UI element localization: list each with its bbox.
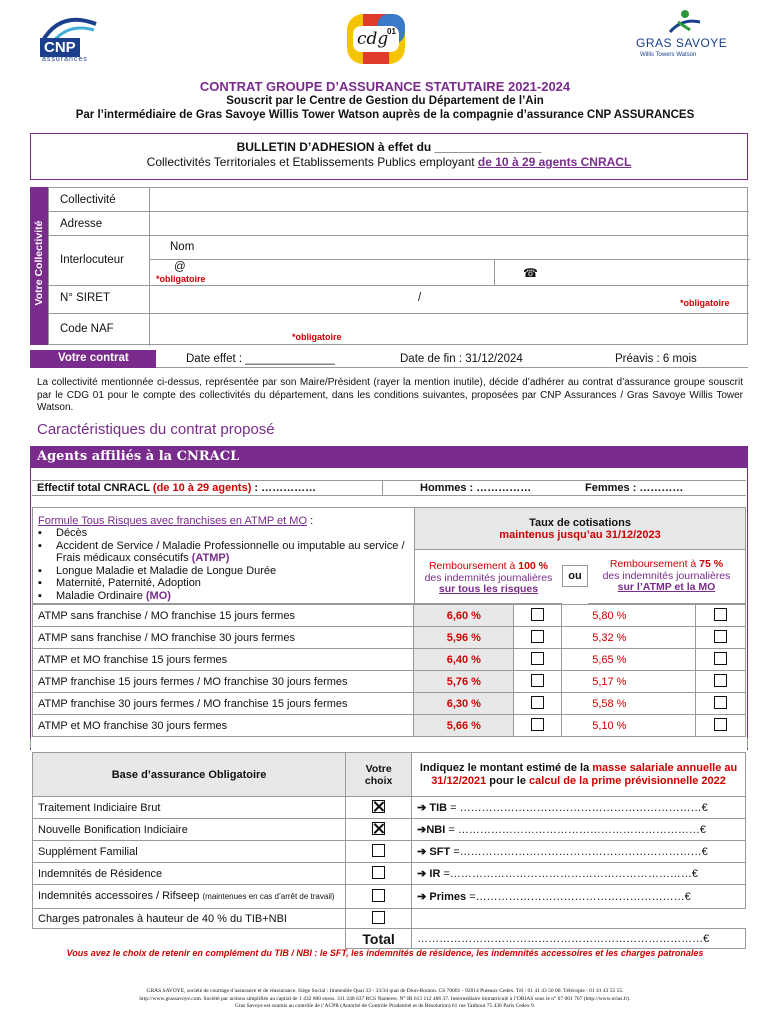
base-choice-cell xyxy=(346,909,412,929)
rate-75-checkbox[interactable] xyxy=(714,652,727,665)
taux-subtitle: maintenus jusqu’au 31/12/2023 xyxy=(499,529,661,541)
effectif-label xyxy=(37,482,316,494)
taux-75-line3: sur l’ATMP et la MO xyxy=(617,581,716,593)
arrow-icon: ➔ xyxy=(417,824,427,836)
base-field-name: TIB xyxy=(429,802,448,814)
siret-row xyxy=(49,286,749,314)
rate-100-checkbox[interactable] xyxy=(531,696,544,709)
base-label-note: (maintenues en cas d’arrêt de travail) xyxy=(202,892,335,901)
rate-75-checkbox-cell xyxy=(696,715,746,737)
rate-75: 5,80 % xyxy=(562,605,696,627)
base-label: Charges patronales à hauteur de 40 % du TIB+NBI xyxy=(33,909,346,929)
siret-input[interactable] xyxy=(149,286,749,314)
base-choice-checkbox[interactable] xyxy=(372,822,385,835)
total-row xyxy=(33,929,746,949)
rate-100-checkbox-cell xyxy=(514,649,562,671)
contrat-row xyxy=(30,350,748,368)
base-label: Supplément Familial xyxy=(33,841,346,863)
base-row xyxy=(33,819,746,841)
bulletin-subtitle xyxy=(31,155,747,169)
base-row xyxy=(33,841,746,863)
base-label: Nouvelle Bonification Indiciaire xyxy=(33,819,346,841)
cnp-logo-text: CNP xyxy=(40,38,80,57)
total-empty-cell xyxy=(33,929,346,949)
base-label: Traitement Indiciaire Brut xyxy=(33,797,346,819)
mo-tag: (MO) xyxy=(145,589,171,602)
gras-savoye-figure-icon xyxy=(630,8,740,36)
contrat-label: Votre contrat xyxy=(30,350,156,368)
rate-75-checkbox-cell xyxy=(696,693,746,715)
formule-item-text: Décès xyxy=(56,527,88,539)
rate-row xyxy=(33,605,746,627)
rate-100: 5,66 % xyxy=(414,715,514,737)
base-choice-checkbox[interactable] xyxy=(372,800,385,813)
email-at-label: @ xyxy=(174,261,186,273)
bulletin-box xyxy=(30,133,748,180)
footnote: Vous avez le choix de retenir en complément du TIB / NBI : le SFT, les indemnités de résidence, les indemnités accessoires et les charges patronales xyxy=(66,948,704,958)
cdg-logo-num: 01 xyxy=(387,27,396,36)
rate-100-checkbox-cell xyxy=(514,693,562,715)
gras-savoye-logo xyxy=(630,8,740,64)
collectivite-row xyxy=(49,188,749,212)
base-row xyxy=(33,863,746,885)
base-choice-checkbox[interactable] xyxy=(372,889,385,902)
formule-item-text: Maladie Ordinaire xyxy=(56,589,143,602)
formule-item: ▪ Longue Maladie et Maladie de Longue Durée xyxy=(38,564,277,577)
femmes-field[interactable]: Femmes : ………… xyxy=(585,482,684,494)
montant-header xyxy=(412,753,746,797)
rate-100-checkbox-cell xyxy=(514,605,562,627)
rate-75-checkbox[interactable] xyxy=(714,718,727,731)
rate-100: 6,30 % xyxy=(414,693,514,715)
rates-table xyxy=(32,604,746,737)
taux-100-line1 xyxy=(415,561,562,573)
adresse-input[interactable] xyxy=(149,212,749,236)
interlocuteur-fields xyxy=(149,236,749,286)
gras-savoye-name: GRAS SAVOYE xyxy=(636,36,728,50)
rate-100-checkbox-cell xyxy=(514,671,562,693)
montant-masse: masse salariale annuelle au 31/12/2021 xyxy=(431,762,738,787)
bulletin-subtitle-text: Collectivités Territoriales et Etablissements Publics employant xyxy=(146,155,478,169)
footer xyxy=(80,988,690,1011)
siret-obligatoire: *obligatoire xyxy=(680,298,730,308)
rate-75: 5,58 % xyxy=(562,693,696,715)
taux-100-prefix: Remboursement à xyxy=(428,560,519,572)
base-amount-field[interactable] xyxy=(412,863,746,885)
siret-label: N° SIRET xyxy=(60,292,110,304)
rate-75-checkbox[interactable] xyxy=(714,696,727,709)
rate-100: 6,60 % xyxy=(414,605,514,627)
base-field-name: SFT xyxy=(429,846,451,858)
base-choice-cell xyxy=(346,841,412,863)
rate-100: 5,96 % xyxy=(414,627,514,649)
base-choice-checkbox[interactable] xyxy=(372,911,385,924)
formule-item: ▪ Accident de Service / Maladie Professionnelle ou imputable au service / Frais médicaux consécutifs (ATMP) xyxy=(38,540,414,565)
arrow-icon: ➔ xyxy=(417,802,430,814)
rate-100-checkbox[interactable] xyxy=(531,630,544,643)
rate-100-checkbox[interactable] xyxy=(531,608,544,621)
footer-line: GRAS SAVOYE, société de courtage d’assurance et de réassurance. Siège Social : Immeuble Quai 33 - 33/34 quai de Dion-Bouton. CS 70001 - 92814 Puteaux Cedex. Tél : 01 41 43 50 00. Télécopie : 01 41 43 55 55. xyxy=(146,988,624,994)
rate-row xyxy=(33,671,746,693)
base-field-dots: =…………………………………………………………€ xyxy=(450,846,708,858)
phone-field[interactable] xyxy=(495,260,750,286)
ou-badge: ou xyxy=(562,565,588,587)
base-choice-cell xyxy=(346,885,412,909)
taux-100-header xyxy=(414,550,562,604)
rate-100-checkbox[interactable] xyxy=(531,718,544,731)
base-table xyxy=(32,752,746,949)
base-choice-checkbox[interactable] xyxy=(372,866,385,879)
cdg-logo xyxy=(343,12,409,66)
agents-bar: Agents affiliés à la CNRACL xyxy=(30,446,748,468)
naf-label: Code NAF xyxy=(60,323,114,335)
base-field-name: NBI xyxy=(426,824,446,836)
hommes-field[interactable]: Hommes : …………… xyxy=(420,482,532,494)
cnp-logo xyxy=(38,14,98,66)
collectivite-label: Collectivité xyxy=(60,194,116,206)
rate-100: 5,76 % xyxy=(414,671,514,693)
taux-title: Taux de cotisations xyxy=(529,517,631,529)
rate-row xyxy=(33,627,746,649)
cnp-logo-sub: assurances xyxy=(42,56,88,63)
base-amount-field[interactable] xyxy=(412,885,746,909)
footer-line: http://www.grassavoye.com. Société par actions simplifiée au capital de 1 432 600 euros. 311 248 637 RCS Nanterre. N° IR 613 112 486 37. Intermédiaire immatriculé à l’ORIAS sous le n° 07 001 707 (http://www.orias.fr). xyxy=(139,995,631,1002)
divider xyxy=(382,480,383,496)
taux-75-prefix: Remboursement à xyxy=(609,558,700,570)
taux-75-header xyxy=(588,550,746,604)
formule-item-text: Maternité, Paternité, Adoption xyxy=(56,577,201,589)
header-line-1: Souscrit par le Centre de Gestion du Département de l’Ain xyxy=(226,95,544,107)
formule-item-text xyxy=(56,540,414,565)
formule-item: ▪ Maladie Ordinaire (MO) xyxy=(38,589,171,602)
naf-row xyxy=(49,314,749,346)
taux-75-pct: 75 % xyxy=(699,558,724,570)
base-row xyxy=(33,797,746,819)
formule-list xyxy=(38,527,414,602)
base-label: Indemnités de Résidence xyxy=(33,863,346,885)
effectif-prefix: Effectif total CNRACL xyxy=(37,482,153,494)
rate-label: ATMP franchise 30 jours fermes / MO franchise 15 jours fermes xyxy=(33,693,414,715)
taux-75-line2: des indemnités journalières xyxy=(602,569,731,582)
montant-prime: calcul de la prime prévisionnelle 2022 xyxy=(529,774,726,787)
rate-label: ATMP et MO franchise 15 jours fermes xyxy=(33,649,414,671)
base-empty-cell xyxy=(412,909,746,929)
taux-header xyxy=(414,507,746,550)
bulletin-agent-range: de 10 à 29 agents CNRACL xyxy=(477,155,632,169)
rate-row xyxy=(33,693,746,715)
arrow-icon: ➔ xyxy=(417,868,430,880)
arrow-icon: ➔ xyxy=(417,891,430,903)
adresse-row xyxy=(49,212,749,236)
rate-100-checkbox-cell xyxy=(514,715,562,737)
intro-paragraph: La collectivité mentionnée ci-dessus, représentée par son Maire/Président (rayer la mention inutile), décide d’adhérer au contrat d’assurance groupe souscrit par le CDG 01 pour le compte des collectivités du département, dans les conditions suivantes, proposées par CNP Assurances / Gras Savoye Willis Tower Watson. xyxy=(37,377,743,413)
rate-label: ATMP sans franchise / MO franchise 15 jours fermes xyxy=(33,605,414,627)
base-choice-cell xyxy=(346,863,412,885)
rate-75-checkbox-cell xyxy=(696,671,746,693)
nom-label: Nom xyxy=(170,241,195,253)
base-header-row xyxy=(33,753,746,797)
base-title: Base d’assurance Obligatoire xyxy=(33,753,346,797)
rate-75-checkbox-cell xyxy=(696,605,746,627)
taux-100-pct: 100 % xyxy=(518,560,549,572)
date-effet: Date effet : ______________ xyxy=(186,353,335,365)
base-field-dots: =…………………………………………………€ xyxy=(466,891,691,903)
nom-input[interactable] xyxy=(150,236,750,260)
rate-100-checkbox-cell xyxy=(514,627,562,649)
base-label: Indemnités accessoires / Rifseep xyxy=(38,890,200,902)
montant-mid: pour le xyxy=(486,774,530,787)
rate-row xyxy=(33,715,746,737)
preavis: Préavis : 6 mois xyxy=(615,353,697,365)
taux-100-line2: des indemnités journalières xyxy=(424,571,553,584)
base-amount-field[interactable] xyxy=(412,819,746,841)
email-field[interactable] xyxy=(150,260,495,286)
effectif-row xyxy=(32,480,746,496)
base-row xyxy=(33,885,746,909)
formule-block xyxy=(32,507,414,604)
phone-icon: ☎ xyxy=(523,266,538,280)
formule-item-atmp-text: Accident de Service / Maladie Professionnelle ou imputable au service / Frais médicaux consécutifs xyxy=(56,539,405,564)
section-title: Caractéristiques du contrat proposé xyxy=(37,421,275,438)
rate-75-checkbox-cell xyxy=(696,627,746,649)
formule-item-text: Longue Maladie et Maladie de Longue Durée xyxy=(56,564,277,577)
collectivite-side-bar xyxy=(30,187,48,345)
email-obligatoire: *obligatoire xyxy=(156,274,206,284)
taux-100-line3: sur tous les risques xyxy=(438,583,539,595)
base-row xyxy=(33,909,746,929)
rate-label: ATMP franchise 15 jours fermes / MO franchise 30 jours fermes xyxy=(33,671,414,693)
base-choice-cell xyxy=(346,819,412,841)
formule-title-line xyxy=(38,515,313,527)
rate-75: 5,32 % xyxy=(562,627,696,649)
collectivite-side-label: Votre Collectivité xyxy=(33,220,45,306)
base-field-dots: =…………………………………………………………€ xyxy=(440,868,698,880)
montant-prefix: Indiquez le montant estimé de la xyxy=(419,762,593,774)
collectivite-form xyxy=(48,187,748,345)
atmp-tag: (ATMP) xyxy=(191,552,230,564)
collectivite-input[interactable] xyxy=(149,188,749,212)
rate-75: 5,65 % xyxy=(562,649,696,671)
naf-obligatoire: *obligatoire xyxy=(292,332,342,342)
rate-75-checkbox-cell xyxy=(696,649,746,671)
spacer xyxy=(30,738,748,748)
rate-100: 6,40 % xyxy=(414,649,514,671)
total-label: Total xyxy=(346,929,412,949)
rate-row xyxy=(33,649,746,671)
base-choice-cell xyxy=(346,797,412,819)
gras-savoye-sub: Willis Towers Watson xyxy=(640,52,697,58)
base-amount-field[interactable] xyxy=(412,797,746,819)
rate-75: 5,10 % xyxy=(562,715,696,737)
base-amount-field[interactable] xyxy=(412,841,746,863)
rate-75-checkbox[interactable] xyxy=(714,630,727,643)
rate-75-checkbox[interactable] xyxy=(714,674,727,687)
arrow-icon: ➔ xyxy=(417,846,430,858)
base-choice-checkbox[interactable] xyxy=(372,844,385,857)
base-field-name: Primes xyxy=(429,891,467,903)
bulletin-title: BULLETIN D’ADHESION à effet du ________________ xyxy=(236,140,542,154)
total-amount-field[interactable]: ……………………………………………………………………€ xyxy=(412,929,746,949)
interlocuteur-label: Interlocuteur xyxy=(60,254,124,266)
header-line-2: Par l’intermédiaire de Gras Savoye Willis Tower Watson auprès de la compagnie d’assurance CNP ASSURANCES xyxy=(75,109,695,121)
formule-title: Formule Tous Risques avec franchises en ATMP et MO xyxy=(38,515,308,527)
rate-label: ATMP sans franchise / MO franchise 30 jours fermes xyxy=(33,627,414,649)
effectif-range: (de 10 à 29 agents) xyxy=(152,482,252,494)
date-fin: Date de fin : 31/12/2024 xyxy=(400,353,523,365)
taux-75-line1 xyxy=(588,559,745,571)
base-field-dots: = …………………………………………………………€ xyxy=(445,824,706,836)
rate-75-checkbox[interactable] xyxy=(714,608,727,621)
siret-slash: / xyxy=(418,292,422,304)
formule-item: ▪ Maternité, Paternité, Adoption xyxy=(38,577,201,589)
base-label-cell xyxy=(33,885,346,909)
rate-100-checkbox[interactable] xyxy=(531,674,544,687)
rate-75: 5,17 % xyxy=(562,671,696,693)
rate-100-checkbox[interactable] xyxy=(531,652,544,665)
base-field-name: IR xyxy=(429,868,441,880)
footer-line: Gras Savoye est soumis au contrôle de l’ACPR (Autorité de Contrôle Prudentiel et de Résolution) 61 rue Taitbout 75 436 Paris Cedex 9. xyxy=(234,1003,536,1009)
rate-label: ATMP et MO franchise 30 jours fermes xyxy=(33,715,414,737)
formule-colon: : xyxy=(307,515,314,527)
naf-input[interactable] xyxy=(149,314,749,346)
base-field-dots: = …………………………………………………………€ xyxy=(447,802,708,814)
formule-item: ▪ Décès xyxy=(38,527,88,539)
effectif-dots: : …………… xyxy=(251,482,317,494)
cdg-logo-text: cdg xyxy=(357,29,389,49)
page-title: CONTRAT GROUPE D’ASSURANCE STATUTAIRE 2021-2024 xyxy=(199,79,571,94)
adresse-label: Adresse xyxy=(60,218,103,230)
choix-header: Votre choix xyxy=(346,753,412,797)
interlocuteur-row xyxy=(49,236,749,286)
